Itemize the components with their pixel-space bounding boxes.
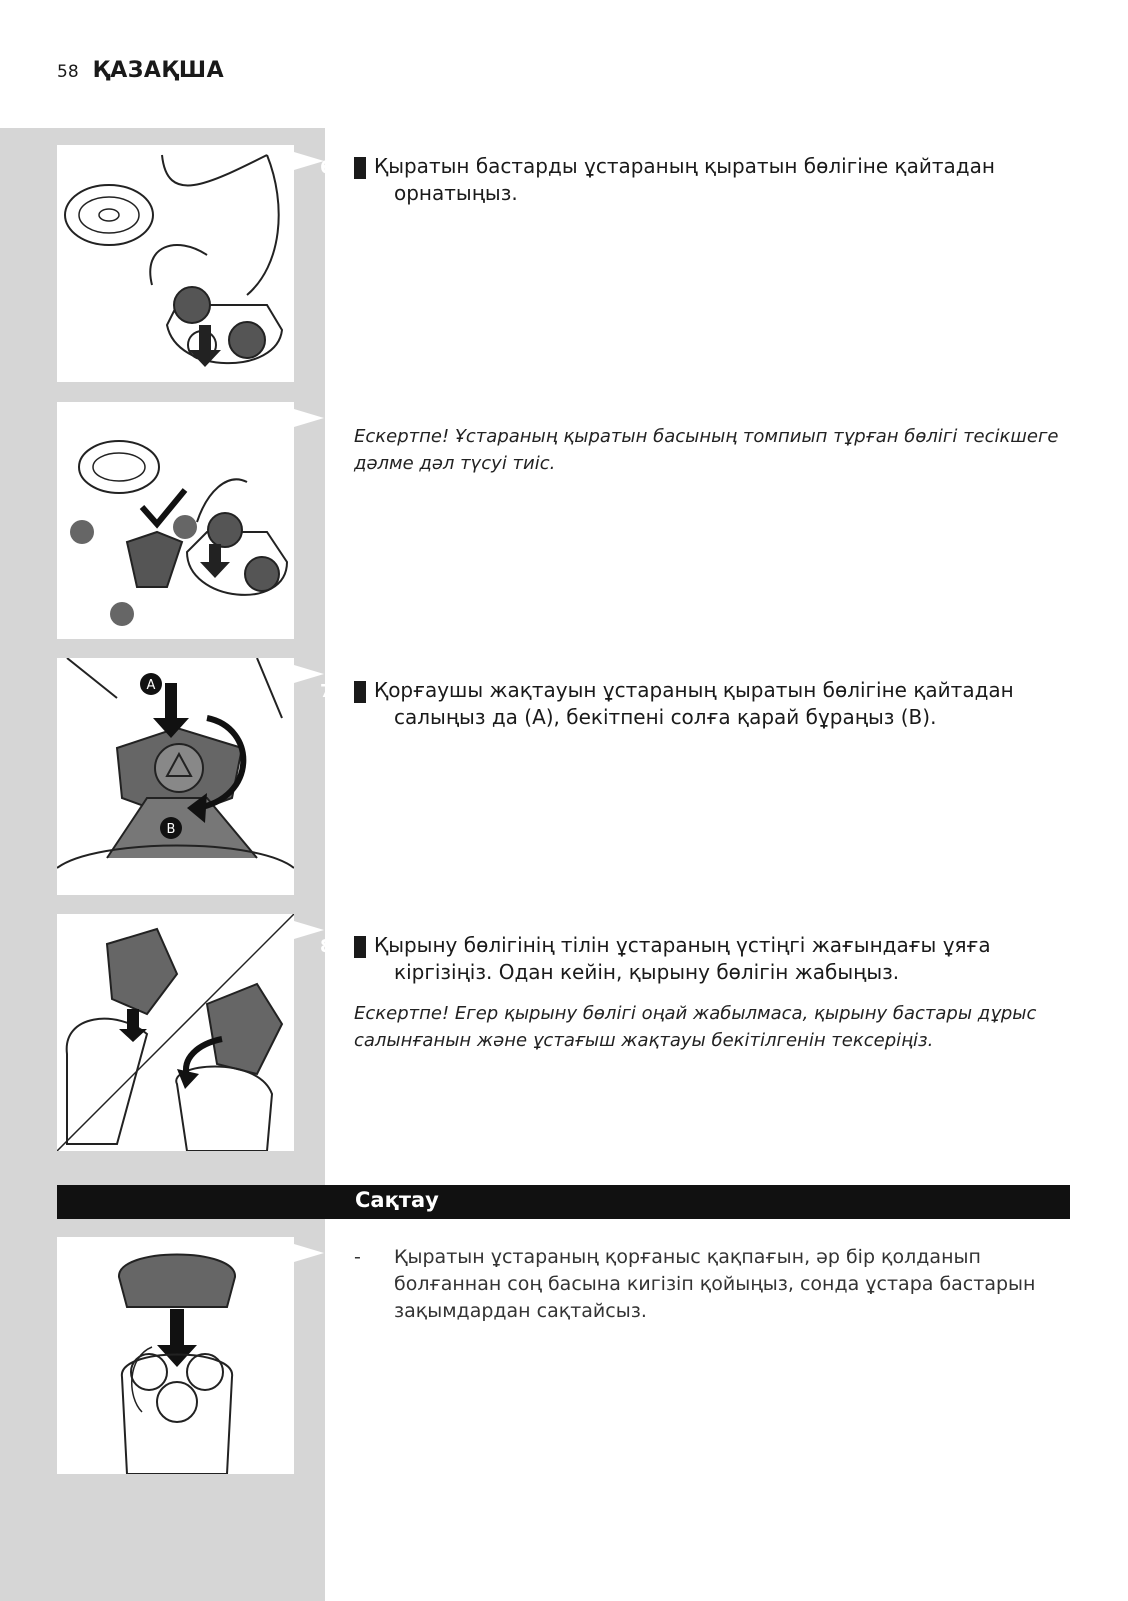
protection-cap-drawing: [57, 1237, 294, 1474]
step-text: Қыратын бастарды ұстараның қыратын бөлігіне қайтадан орнатыңыз.: [374, 154, 995, 205]
storage-text: Қыратын ұстараның қорғаныс қақпағын, әр бір қолданып болғаннан соң басына кигізіп қойыңыз, сонда ұстара бастарын зақымдардан сақтайсыз.: [394, 1246, 1036, 1322]
bullet-dash: -: [354, 1246, 361, 1268]
close-unit-drawing: [57, 914, 294, 1151]
step-number: 7: [354, 681, 366, 703]
step-number: 6: [354, 157, 366, 179]
step-text: Қорғаушы жақтауын ұстараның қыратын бөлігіне қайтадан салыңыз да (A), бекітпені солға қарай бұраңыз (B).: [374, 678, 1014, 729]
insert-heads-drawing: [57, 145, 294, 382]
section-header-bar: [57, 1185, 1070, 1219]
retaining-frame-drawing: [57, 658, 294, 895]
page-header: [57, 58, 224, 83]
pointer-arrow: [294, 1244, 324, 1262]
step-text: Қырыну бөлігінің тілін ұстараның үстіңгі жағындағы ұяға кіргізіңіз. Одан кейін, қырыну бөлігін жабыңыз.: [374, 933, 991, 984]
step-7: [320, 677, 1074, 731]
label-a: A: [146, 678, 156, 693]
illustration-correct-fit: [57, 402, 294, 639]
section-title: Сақтау: [355, 1188, 439, 1212]
pointer-arrow: [294, 409, 324, 427]
illustration-insert-heads: [57, 145, 294, 382]
note-1: Ескертпе! Ұстараның қыратын басының томпиып тұрған бөлігі тесікшеге дәлме дәл түсуі тиіс.: [354, 426, 1059, 474]
storage-bullet: [354, 1244, 1074, 1325]
label-b: B: [166, 822, 176, 837]
step-8: [320, 932, 1074, 986]
note-2: Ескертпе! Егер қырыну бөлігі оңай жабылмаса, қырыну бастары дұрыс салынғанын және ұстағыш жақтауы бекітілгенін тексеріңіз.: [354, 1003, 1037, 1051]
correct-fit-drawing: [57, 402, 294, 639]
language-title: ҚАЗАҚША: [92, 58, 225, 83]
page-number: 58: [57, 62, 79, 82]
step-6: [320, 153, 1074, 207]
step-number: 8: [354, 936, 366, 958]
illustration-retaining-frame: [57, 658, 294, 895]
illustration-protection-cap: [57, 1237, 294, 1474]
illustration-close-unit: [57, 914, 294, 1151]
